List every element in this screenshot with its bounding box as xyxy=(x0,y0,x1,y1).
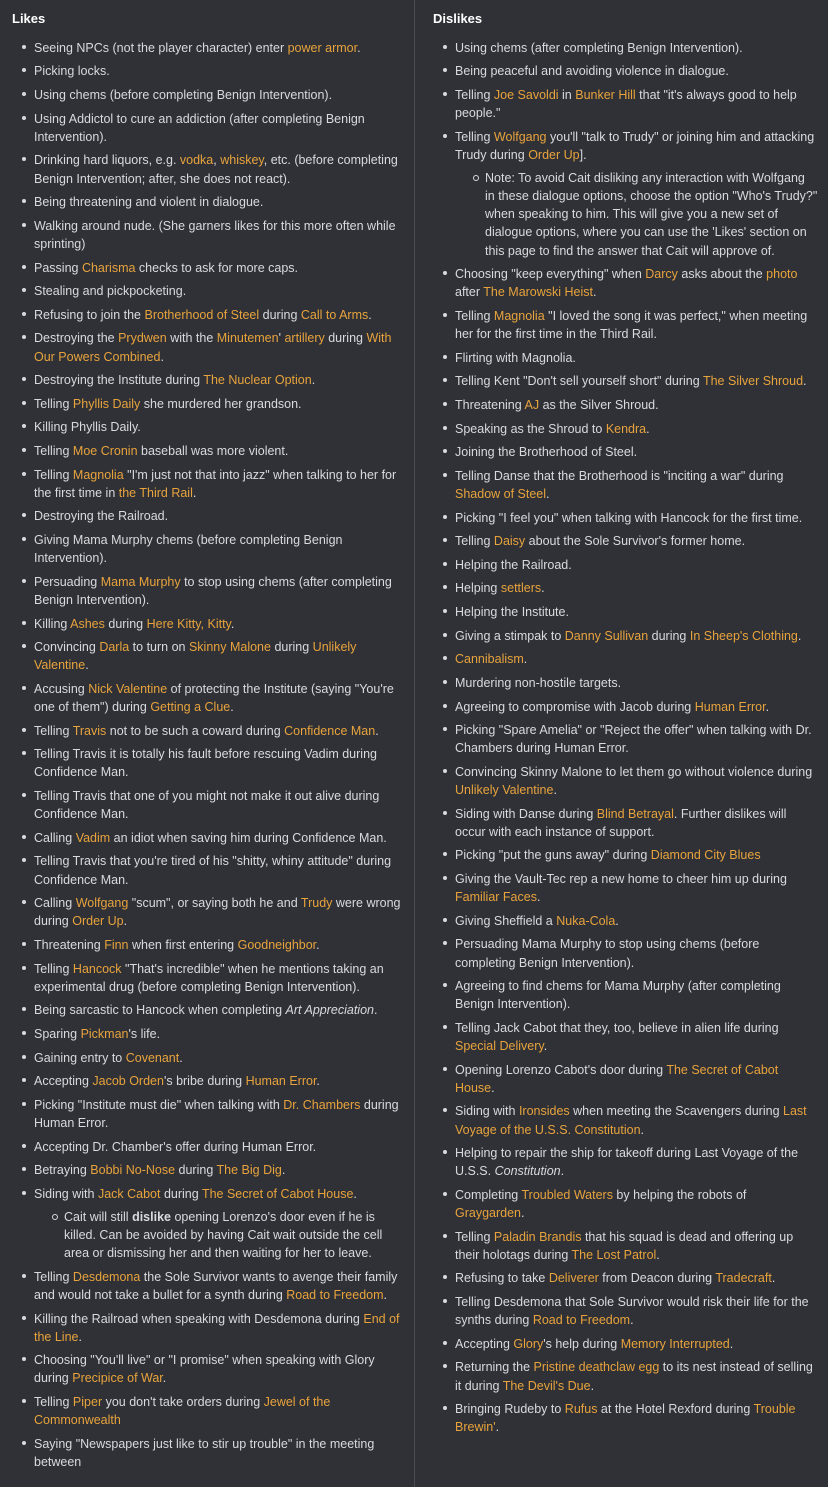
list-item xyxy=(24,1161,404,1179)
list-item xyxy=(24,62,404,80)
list-item-text: Betraying Bobbi No-Nose during The Big Dig. xyxy=(34,1163,286,1178)
link-artillery[interactable]: artillery xyxy=(284,331,325,346)
list-item xyxy=(24,1138,404,1156)
list-item-text: Speaking as the Shroud to Kendra. xyxy=(455,421,650,436)
list-item-text: Telling Piper you don't take orders during Jewel of the Commonwealth xyxy=(34,1395,331,1428)
list-item xyxy=(24,960,404,996)
list-item-text: Calling Wolfgang "scum", or saying both he and Trudy were wrong during Order Up. xyxy=(34,896,401,929)
list-item-text: Telling Danse that the Brotherhood is "inciting a war" during Shadow of Steel. xyxy=(455,468,784,501)
link-pristine-deathclaw-egg[interactable]: Pristine deathclaw egg xyxy=(533,1360,660,1375)
link-covenant[interactable]: Covenant xyxy=(125,1050,180,1065)
list-item xyxy=(24,829,404,847)
list-item xyxy=(445,62,818,80)
dislikes-column xyxy=(414,0,828,1487)
list-item xyxy=(445,307,818,343)
link-mama-murphy[interactable]: Mama Murphy xyxy=(100,574,181,589)
link-the-marowski-heist[interactable]: The Marowski Heist xyxy=(483,285,594,300)
list-item xyxy=(445,509,818,527)
link-finn[interactable]: Finn xyxy=(104,937,129,952)
list-item xyxy=(445,846,818,864)
list-item-text: Killing the Railroad when speaking with Desdemona during End of the Line. xyxy=(34,1311,400,1344)
list-item xyxy=(24,151,404,187)
link-jacob-orden[interactable]: Jacob Orden xyxy=(92,1074,164,1089)
link-joe-savoldi[interactable]: Joe Savoldi xyxy=(493,88,559,103)
list-item xyxy=(445,1293,818,1329)
dislikes-heading: Dislikes xyxy=(433,11,483,26)
list-item xyxy=(445,420,818,438)
list-item xyxy=(24,466,404,502)
list-item xyxy=(445,1358,818,1394)
link-rufus[interactable]: Rufus xyxy=(564,1402,598,1417)
list-item-text: Accepting Jacob Orden's bribe during Human Error. xyxy=(34,1074,320,1089)
list-item-text: Being peaceful and avoiding violence in dialogue. xyxy=(455,64,729,79)
list-item-text: Passing Charisma checks to ask for more caps. xyxy=(34,260,299,275)
list-item-text: Refusing to take Deliverer from Deacon during Tradecraft. xyxy=(455,1271,776,1286)
list-item xyxy=(445,1228,818,1264)
link-wolfgang[interactable]: Wolfgang xyxy=(75,896,129,911)
list-item xyxy=(445,698,818,716)
link-last-voyage[interactable]: Last Voyage of the U.S.S. Constitution xyxy=(455,1104,807,1137)
list-item-text: Picking "I feel you" when talking with Hancock for the first time. xyxy=(455,510,803,525)
link-charisma[interactable]: Charisma xyxy=(81,260,136,275)
list-item xyxy=(24,615,404,633)
link-order-up[interactable]: Order Up xyxy=(72,914,124,929)
list-item xyxy=(24,936,404,954)
list-item xyxy=(445,579,818,597)
list-item xyxy=(24,1393,404,1429)
link-ashes[interactable]: Ashes xyxy=(70,616,105,631)
link-nuka-cola[interactable]: Nuka-Cola xyxy=(556,913,616,928)
link-jack-cabot[interactable]: Jack Cabot xyxy=(97,1186,161,1201)
list-item xyxy=(445,977,818,1013)
list-item-text: Convincing Skinny Malone to let them go without violence during Unlikely Valentine. xyxy=(455,764,813,798)
link-hancock[interactable]: Hancock xyxy=(72,961,122,976)
list-item xyxy=(445,1186,818,1222)
list-item xyxy=(24,638,404,674)
link-magnolia[interactable]: Magnolia xyxy=(72,467,124,482)
list-item-text: Gaining entry to Covenant. xyxy=(34,1050,183,1065)
list-item-text: Helping to repair the ship for takeoff during Last Voyage of the U.S.S. Constitution. xyxy=(455,1146,799,1179)
list-item xyxy=(24,787,404,823)
list-item xyxy=(24,722,404,740)
list-item xyxy=(445,721,818,757)
link-bobbi-no-nose[interactable]: Bobbi No-Nose xyxy=(90,1163,176,1178)
list-item-text: Picking "Institute must die" when talking with Dr. Chambers during Human Error. xyxy=(34,1097,399,1130)
list-item xyxy=(445,443,818,461)
link-confidence-man[interactable]: Confidence Man xyxy=(284,723,376,738)
list-item-text: Giving Sheffield a Nuka-Cola. xyxy=(455,913,619,928)
list-item xyxy=(24,110,404,146)
link-vodka[interactable]: vodka xyxy=(179,153,214,168)
list-item-text: Giving the Vault-Tec rep a new home to cheer him up during Familiar Faces. xyxy=(455,872,787,905)
link-trudy[interactable]: Trudy xyxy=(300,896,333,911)
link-goodneighbor[interactable]: Goodneighbor xyxy=(237,937,317,952)
list-item xyxy=(24,282,404,300)
link-familiar-faces[interactable]: Familiar Faces xyxy=(455,890,537,905)
link-kendra[interactable]: Kendra xyxy=(605,421,647,436)
list-item-text: Destroying the Railroad. xyxy=(34,509,169,524)
link-prydwen[interactable]: Prydwen xyxy=(118,331,167,346)
list-item xyxy=(24,680,404,716)
list-item-text: Being threatening and violent in dialogue. xyxy=(34,195,264,210)
list-item xyxy=(445,805,818,841)
list-item xyxy=(445,1335,818,1353)
list-item-text: Flirting with Magnolia. xyxy=(455,350,576,365)
link-human-error[interactable]: Human Error xyxy=(245,1074,317,1089)
list-item xyxy=(445,1144,818,1180)
list-item xyxy=(24,1185,404,1263)
list-item-text: Telling Jack Cabot that they, too, believe in alien life during Special Delivery. xyxy=(455,1020,779,1054)
link-the-silver-shroud[interactable]: The Silver Shroud xyxy=(702,374,804,389)
list-item-text: Accepting Glory's help during Memory Interrupted. xyxy=(455,1336,734,1351)
list-item-text: Killing Phyllis Daily. xyxy=(34,420,141,435)
list-item-text: Telling Travis not to be such a coward during Confidence Man. xyxy=(34,723,379,738)
link-the-secret-of-cabot-house[interactable]: The Secret of Cabot House xyxy=(201,1186,354,1201)
list-item-text: Telling Travis that you're tired of his "shitty, whiny attitude" during Confidence Man. xyxy=(34,854,392,887)
sub-list-item: Note: To avoid Cait disliking any interaction with Wolfgang in these dialogue options, choose the option "Who's Trudy?" when speaking to him. This will give you a new set of dialogue options, where you can use the 'Likes' section on this page to find the answer that Cait will approve of. xyxy=(475,169,818,260)
list-item-text: Persuading Mama Murphy to stop using chems (after completing Benign Intervention). xyxy=(34,574,392,607)
list-item xyxy=(24,1351,404,1387)
link-piper[interactable]: Piper xyxy=(72,1395,103,1410)
link-blind-betrayal[interactable]: Blind Betrayal xyxy=(596,806,674,821)
list-item-text: Giving Mama Murphy chems (before completing Benign Intervention). xyxy=(34,533,343,566)
list-item xyxy=(445,912,818,930)
link-the-lost-patrol[interactable]: The Lost Patrol xyxy=(571,1247,657,1262)
list-item-text: Using Addictol to cure an addiction (after completing Benign Intervention). xyxy=(34,111,365,144)
list-item xyxy=(445,1102,818,1138)
list-item xyxy=(445,128,818,260)
link-pickman[interactable]: Pickman xyxy=(80,1026,129,1041)
link-the-secret-of-cabot-house-2[interactable]: The Secret of Cabot House xyxy=(455,1062,779,1095)
link-wolfgang-2[interactable]: Wolfgang xyxy=(493,129,547,144)
list-item xyxy=(445,396,818,414)
link-graygarden[interactable]: Graygarden xyxy=(455,1206,522,1221)
link-ironsides[interactable]: Ironsides xyxy=(518,1104,570,1119)
link-moe-cronin[interactable]: Moe Cronin xyxy=(72,444,138,459)
list-item xyxy=(24,1072,404,1090)
link-with-our-powers-combined[interactable]: With Our Powers Combined xyxy=(34,331,392,364)
list-item-text: Picking "Spare Amelia" or "Reject the offer" when talking with Dr. Chambers during Human Error. xyxy=(455,723,812,756)
link-the-devils-due[interactable]: The Devil's Due xyxy=(502,1378,591,1393)
link-the-big-dig[interactable]: The Big Dig xyxy=(216,1163,282,1178)
list-item-text: Threatening AJ as the Silver Shroud. xyxy=(455,397,659,412)
link-unlikely-valentine-2[interactable]: Unlikely Valentine xyxy=(455,783,554,798)
list-item-text: Telling Phyllis Daily she murdered her grandson. xyxy=(34,396,302,411)
list-item xyxy=(445,870,818,906)
list-item xyxy=(24,1049,404,1067)
link-end-of-the-line[interactable]: End of the Line xyxy=(34,1311,400,1344)
list-item-text: Telling Travis it is totally his fault before rescuing Vadim during Confidence Man. xyxy=(34,747,377,780)
list-item xyxy=(24,259,404,277)
link-precipice-of-war[interactable]: Precipice of War xyxy=(72,1371,163,1386)
list-item xyxy=(445,1269,818,1287)
list-item-text: Accepting Dr. Chamber's offer during Human Error. xyxy=(34,1139,317,1154)
link-bunker-hill[interactable]: Bunker Hill xyxy=(575,88,636,103)
link-the-third-rail[interactable]: the Third Rail xyxy=(118,485,193,500)
sub-list xyxy=(34,1208,404,1262)
list-item-text: Walking around nude. (She garners likes for this more often while sprinting) xyxy=(34,218,396,251)
link-memory-interrupted[interactable]: Memory Interrupted xyxy=(620,1336,730,1351)
list-item-text: Siding with Ironsides when meeting the Scavengers during Last Voyage of the U.S.S. Constitution. xyxy=(455,1104,807,1137)
list-item-text: Opening Lorenzo Cabot's door during The Secret of Cabot House. xyxy=(455,1062,779,1095)
list-item-text: Helping settlers. xyxy=(455,581,545,596)
list-item-text: Telling Daisy about the Sole Survivor's former home. xyxy=(455,534,746,549)
link-call-to-arms[interactable]: Call to Arms xyxy=(300,307,369,322)
link-travis[interactable]: Travis xyxy=(72,723,107,738)
list-item xyxy=(24,371,404,389)
dislikes-list xyxy=(427,39,818,1437)
link-nick-valentine[interactable]: Nick Valentine xyxy=(88,681,168,696)
list-item xyxy=(24,329,404,365)
list-item-text: Agreeing to compromise with Jacob during Human Error. xyxy=(455,699,770,714)
list-item-text: Seeing NPCs (not the player character) enter power armor. xyxy=(34,40,361,55)
list-item-text: Telling Paladin Brandis that his squad is dead and offering up their holotags during The Lost Patrol. xyxy=(455,1229,794,1262)
list-item-text: Sparing Pickman's life. xyxy=(34,1026,161,1041)
list-item-text: Calling Vadim an idiot when saving him during Confidence Man. xyxy=(34,830,387,845)
list-item-text: Telling Kent "Don't sell yourself short" during The Silver Shroud. xyxy=(455,374,807,389)
list-item-text: Convincing Darla to turn on Skinny Malone during Unlikely Valentine. xyxy=(34,640,357,673)
list-item xyxy=(24,86,404,104)
sub-list-item: Cait will still dislike opening Lorenzo's door even if he is killed. Can be avoided by having Cait wait outside the cell area or dismissing her and then waiting for her to leave. xyxy=(54,1208,404,1262)
list-item-text: Telling Magnolia "I loved the song it was perfect," when meeting her for the first time in the Third Rail. xyxy=(455,308,808,342)
list-item xyxy=(445,1400,818,1436)
list-item xyxy=(445,935,818,971)
link-skinny-malone[interactable]: Skinny Malone xyxy=(188,640,271,655)
list-item-text: Siding with Jack Cabot during The Secret of Cabot House. xyxy=(34,1186,357,1201)
list-item xyxy=(445,86,818,122)
link-aj[interactable]: AJ xyxy=(524,397,540,412)
link-unlikely-valentine[interactable]: Unlikely Valentine xyxy=(34,640,357,673)
list-item-text: Refusing to join the Brotherhood of Steel during Call to Arms. xyxy=(34,307,372,322)
likes-heading: Likes xyxy=(12,11,46,26)
list-item-text: Destroying the Institute during The Nuclear Option. xyxy=(34,373,316,388)
link-order-up-2[interactable]: Order Up xyxy=(528,147,580,162)
list-item-text: Threatening Finn when first entering Goodneighbor. xyxy=(34,937,320,952)
list-item-text: Killing Ashes during Here Kitty, Kitty. xyxy=(34,616,235,631)
list-item-text: Telling Joe Savoldi in Bunker Hill that "it's always good to help people." xyxy=(455,88,797,121)
list-item xyxy=(24,1096,404,1132)
list-item-text: Telling Moe Cronin baseball was more violent. xyxy=(34,444,289,459)
list-item-text: Picking "put the guns away" during Diamond City Blues xyxy=(455,848,761,863)
list-item-text: Joining the Brotherhood of Steel. xyxy=(455,445,638,460)
link-the-nuclear-option[interactable]: The Nuclear Option xyxy=(203,373,312,388)
list-item-text: Picking locks. xyxy=(34,64,110,79)
link-human-error-2[interactable]: Human Error xyxy=(694,699,766,714)
list-item-text: Helping the Railroad. xyxy=(455,557,572,572)
list-item xyxy=(24,531,404,567)
link-tradecraft[interactable]: Tradecraft xyxy=(715,1271,772,1286)
link-getting-a-clue[interactable]: Getting a Clue xyxy=(150,700,231,715)
sub-list xyxy=(455,169,818,260)
link-whiskey[interactable]: whiskey xyxy=(220,153,264,168)
list-item xyxy=(445,372,818,390)
list-item xyxy=(24,852,404,888)
list-item xyxy=(24,442,404,460)
list-item-text: Helping the Institute. xyxy=(455,605,569,620)
list-item-text: Telling Wolfgang you'll "talk to Trudy" or joining him and attacking Trudy during Order Up]. xyxy=(455,129,815,162)
list-item-text: Being sarcastic to Hancock when completing Art Appreciation. xyxy=(34,1003,378,1018)
list-item-text: Drinking hard liquors, e.g. vodka, whiskey, etc. (before completing Benign Intervention; after, she does not react). xyxy=(34,153,398,186)
list-item xyxy=(24,306,404,324)
list-item xyxy=(445,532,818,550)
link-in-sheeps-clothing[interactable]: In Sheep's Clothing xyxy=(689,628,798,643)
link-phyllis-daily[interactable]: Phyllis Daily xyxy=(72,396,141,411)
link-diamond-city-blues[interactable]: Diamond City Blues xyxy=(650,848,761,863)
list-item-text: Agreeing to find chems for Mama Murphy (after completing Benign Intervention). xyxy=(455,979,781,1012)
list-item-text: Using chems (before completing Benign Intervention). xyxy=(34,88,333,103)
link-minutemen[interactable]: Minutemen xyxy=(216,331,279,346)
link-brotherhood-of-steel[interactable]: Brotherhood of Steel xyxy=(144,307,260,322)
link-vadim[interactable]: Vadim xyxy=(75,830,111,845)
list-item-text: Destroying the Prydwen with the Minutemen' artillery during With Our Powers Combined. xyxy=(34,331,392,364)
link-cannibalism[interactable]: Cannibalism xyxy=(455,652,524,667)
list-item-text: Telling Desdemona that Sole Survivor would risk their life for the synths during Road to Freedom. xyxy=(455,1295,809,1328)
list-item-text: Telling Travis that one of you might not make it out alive during Confidence Man. xyxy=(34,789,380,822)
list-item-text: Completing Troubled Waters by helping the robots of Graygarden. xyxy=(455,1187,747,1221)
list-item-text: Saying "Newspapers just like to stir up trouble" in the meeting between xyxy=(34,1436,375,1469)
link-darcy[interactable]: Darcy xyxy=(645,267,678,282)
link-darla[interactable]: Darla xyxy=(99,640,130,655)
list-item xyxy=(24,193,404,211)
list-item xyxy=(445,603,818,621)
list-item xyxy=(445,627,818,645)
link-special-delivery[interactable]: Special Delivery xyxy=(455,1039,544,1054)
list-item xyxy=(24,1025,404,1043)
list-item xyxy=(445,674,818,692)
list-item-text: Siding with Danse during Blind Betrayal. Further dislikes will occur with each instance of support. xyxy=(455,806,787,839)
link-trouble-brewin[interactable]: Trouble Brewin' xyxy=(455,1402,796,1435)
link-settlers[interactable]: settlers xyxy=(500,581,542,596)
list-item-text: Bringing Rudeby to Rufus at the Hotel Rexford during Trouble Brewin'. xyxy=(455,1402,796,1435)
link-shadow-of-steel[interactable]: Shadow of Steel xyxy=(455,486,547,501)
list-item xyxy=(24,418,404,436)
list-item-text: Murdering non-hostile targets. xyxy=(455,675,622,690)
list-item xyxy=(445,556,818,574)
link-power-armor[interactable]: power armor xyxy=(287,40,358,55)
list-item xyxy=(24,894,404,930)
list-item-text: Using chems (after completing Benign Intervention). xyxy=(455,40,743,55)
list-item-text: Persuading Mama Murphy to stop using chems (before completing Benign Intervention). xyxy=(455,937,760,970)
list-item xyxy=(24,745,404,781)
list-item-text: Accusing Nick Valentine of protecting the Institute (saying "You're one of them") during Getting a Clue. xyxy=(34,681,394,715)
list-item xyxy=(445,1061,818,1097)
link-here-kitty-kitty[interactable]: Here Kitty, Kitty xyxy=(146,616,231,631)
list-item xyxy=(24,1435,404,1471)
link-photo[interactable]: photo xyxy=(766,267,798,282)
list-item xyxy=(24,395,404,413)
list-item xyxy=(445,39,818,57)
list-item xyxy=(445,467,818,503)
list-item-text: Cannibalism. xyxy=(455,652,528,667)
link-troubled-waters[interactable]: Troubled Waters xyxy=(521,1187,613,1202)
link-desdemona[interactable]: Desdemona xyxy=(72,1269,141,1284)
list-item xyxy=(24,1001,404,1019)
link-road-to-freedom-2[interactable]: Road to Freedom xyxy=(532,1313,631,1328)
list-item xyxy=(24,507,404,525)
link-daisy[interactable]: Daisy xyxy=(493,534,526,549)
list-item-text: Telling Hancock "That's incredible" when he mentions taking an experimental drug (before completing Benign Intervention). xyxy=(34,961,384,994)
list-item-text: Choosing "keep everything" when Darcy asks about the photo after The Marowski Heist. xyxy=(455,267,798,300)
list-item xyxy=(445,763,818,799)
list-item xyxy=(445,650,818,668)
link-deliverer[interactable]: Deliverer xyxy=(548,1271,599,1286)
link-jewel-of-the-commonwealth[interactable]: Jewel of the Commonwealth xyxy=(34,1395,331,1428)
link-road-to-freedom[interactable]: Road to Freedom xyxy=(286,1287,384,1302)
list-item-text: Telling Magnolia "I'm just not that into jazz" when talking to her for the first time in the Third Rail. xyxy=(34,467,397,500)
list-item-text: Choosing "You'll live" or "I promise" when speaking with Glory during Precipice of War. xyxy=(34,1353,375,1386)
list-item xyxy=(24,1268,404,1304)
link-glory[interactable]: Glory xyxy=(513,1336,544,1351)
list-item xyxy=(445,1019,818,1055)
list-item xyxy=(24,1310,404,1346)
link-magnolia-2[interactable]: Magnolia xyxy=(493,308,545,323)
list-item-text: Stealing and pickpocketing. xyxy=(34,284,187,299)
likes-list xyxy=(6,39,404,1471)
list-item xyxy=(445,265,818,301)
link-danny-sullivan[interactable]: Danny Sullivan xyxy=(564,628,649,643)
list-item-text: Telling Desdemona the Sole Survivor wants to avenge their family and would not take a bullet for a synth during Road to Freedom. xyxy=(34,1269,398,1302)
list-item xyxy=(445,349,818,367)
list-item xyxy=(24,217,404,253)
link-paladin-brandis[interactable]: Paladin Brandis xyxy=(493,1229,582,1244)
list-item xyxy=(24,573,404,609)
link-dr-chambers[interactable]: Dr. Chambers xyxy=(283,1097,361,1112)
list-item-text: Giving a stimpak to Danny Sullivan during In Sheep's Clothing. xyxy=(455,628,802,643)
list-item xyxy=(24,39,404,57)
list-item-text: Returning the Pristine deathclaw egg to its nest instead of selling it during The Devil's Due. xyxy=(455,1360,813,1393)
